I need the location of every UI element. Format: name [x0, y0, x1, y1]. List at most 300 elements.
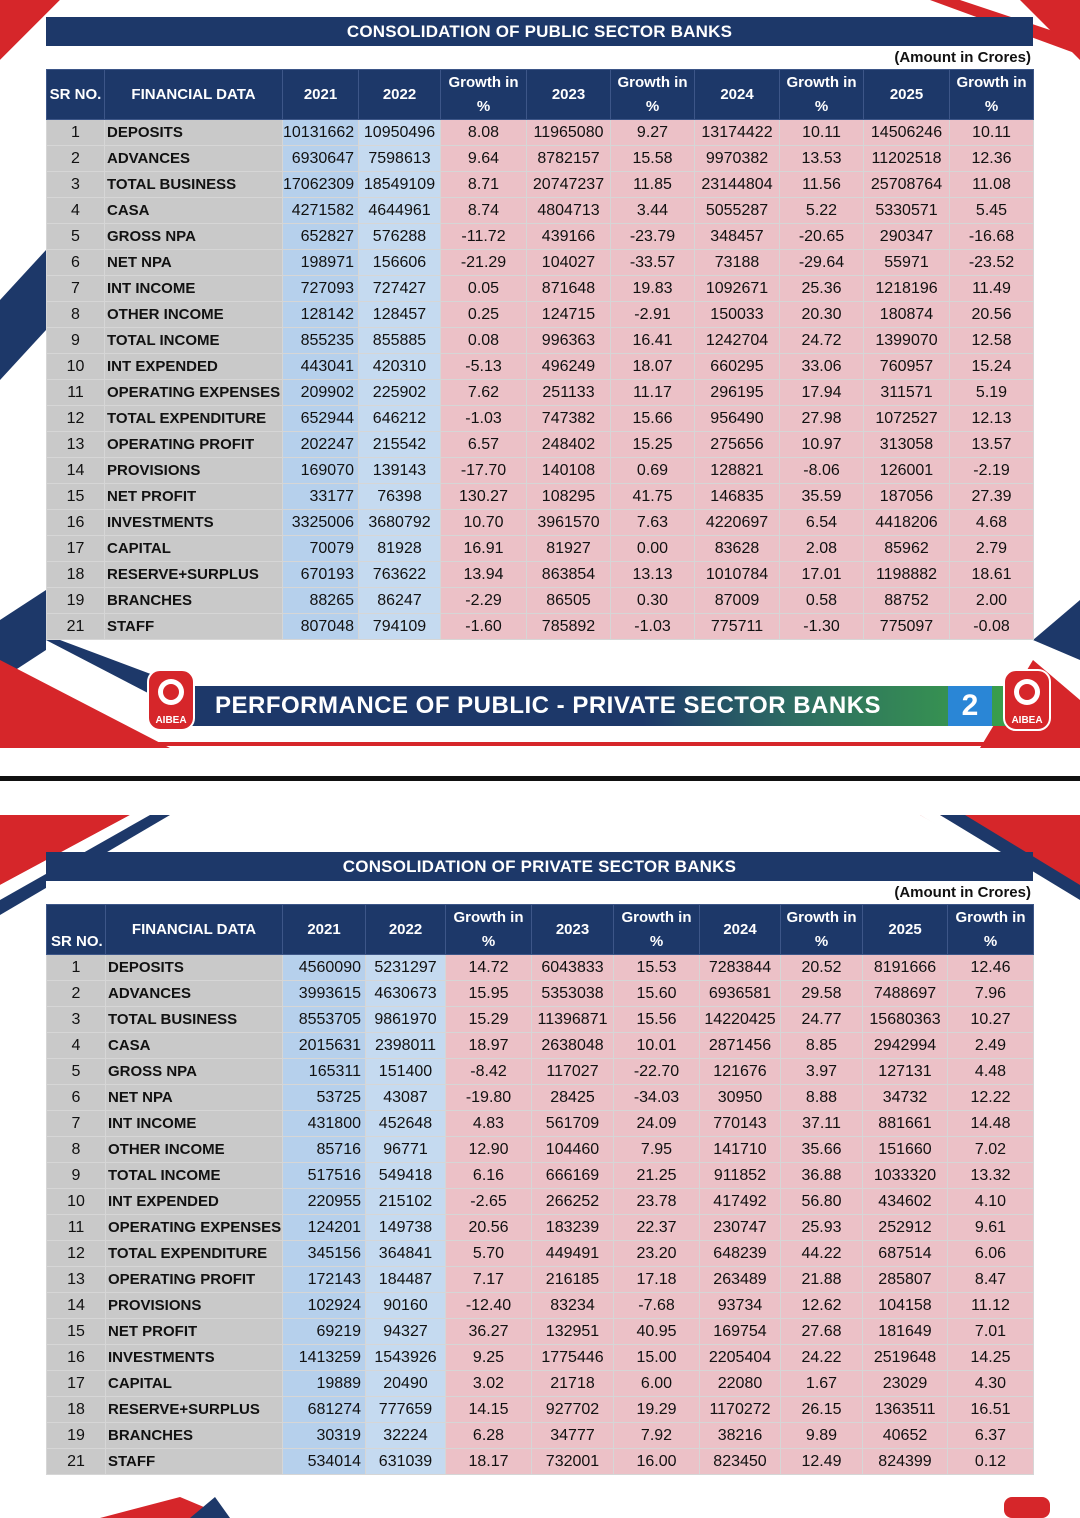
- growth-2025-cell: 4.48: [948, 1059, 1034, 1085]
- growth-2023-cell: 9.27: [611, 120, 695, 146]
- sr-no-cell: 13: [47, 432, 105, 458]
- growth-2023-cell: 11.85: [611, 172, 695, 198]
- financial-item-cell: NET PROFIT: [105, 484, 283, 510]
- table-row: [47, 562, 1034, 588]
- value-2025-cell: 290347: [864, 224, 950, 250]
- growth-2024-cell: 25.93: [781, 1215, 863, 1241]
- public-table-container: [46, 17, 1033, 640]
- sr-no-cell: 6: [47, 1085, 106, 1111]
- table-row: [47, 328, 1034, 354]
- value-2023-cell: 104027: [527, 250, 611, 276]
- growth-2023-cell: 23.78: [614, 1189, 700, 1215]
- value-2023-cell: 496249: [527, 354, 611, 380]
- value-2023-cell: 216185: [532, 1267, 614, 1293]
- growth-2023-cell: 21.25: [614, 1163, 700, 1189]
- value-2025-cell: 881661: [863, 1111, 948, 1137]
- sr-no-cell: 11: [47, 1215, 106, 1241]
- value-2021-cell: 4560090: [283, 955, 366, 981]
- header-growth-label: Growth in: [955, 908, 1026, 926]
- value-2022-cell: 151400: [366, 1059, 446, 1085]
- sr-no-cell: 9: [47, 1163, 106, 1189]
- header-growth: [446, 905, 532, 955]
- value-2025-cell: 2519648: [863, 1345, 948, 1371]
- growth-2024-cell: 1.67: [781, 1371, 863, 1397]
- value-2025-cell: 23029: [863, 1371, 948, 1397]
- growth-2025-cell: 4.68: [950, 510, 1034, 536]
- growth-2025-cell: 4.10: [948, 1189, 1034, 1215]
- header-growth-pct: %: [983, 932, 998, 950]
- value-2021-cell: 345156: [283, 1241, 366, 1267]
- value-2022-cell: 855885: [359, 328, 441, 354]
- growth-2024-cell: 35.66: [781, 1137, 863, 1163]
- growth-2022-cell: 13.94: [441, 562, 527, 588]
- private-table-container: [46, 852, 1033, 1475]
- value-2025-cell: 1218196: [864, 276, 950, 302]
- sr-no-cell: 15: [47, 1319, 106, 1345]
- growth-2022-cell: 9.64: [441, 146, 527, 172]
- header-2022: 2022: [366, 905, 446, 955]
- value-2023-cell: 996363: [527, 328, 611, 354]
- value-2023-cell: 561709: [532, 1111, 614, 1137]
- financial-item-cell: INT EXPENDED: [106, 1189, 283, 1215]
- value-2025-cell: 180874: [864, 302, 950, 328]
- header-growth-pct: %: [814, 932, 829, 950]
- growth-2022-cell: -17.70: [441, 458, 527, 484]
- growth-2022-cell: 18.97: [446, 1033, 532, 1059]
- value-2023-cell: 1775446: [532, 1345, 614, 1371]
- financial-item-cell: DEPOSITS: [106, 955, 283, 981]
- table-row: [47, 198, 1034, 224]
- value-2023-cell: 8782157: [527, 146, 611, 172]
- value-2025-cell: 687514: [863, 1241, 948, 1267]
- financial-item-cell: TOTAL EXPENDITURE: [106, 1241, 283, 1267]
- value-2022-cell: 7598613: [359, 146, 441, 172]
- growth-2024-cell: 10.11: [780, 120, 864, 146]
- public-sector-table: [46, 69, 1034, 640]
- value-2021-cell: 855235: [283, 328, 359, 354]
- growth-2023-cell: 15.58: [611, 146, 695, 172]
- value-2022-cell: 43087: [366, 1085, 446, 1111]
- value-2023-cell: 132951: [532, 1319, 614, 1345]
- value-2025-cell: 760957: [864, 354, 950, 380]
- table-row: [47, 250, 1034, 276]
- value-2024-cell: 660295: [695, 354, 780, 380]
- value-2022-cell: 215542: [359, 432, 441, 458]
- growth-2023-cell: -33.57: [611, 250, 695, 276]
- table-row: [47, 981, 1034, 1007]
- value-2023-cell: 449491: [532, 1241, 614, 1267]
- value-2025-cell: 151660: [863, 1137, 948, 1163]
- financial-item-cell: NET NPA: [105, 250, 283, 276]
- table-row: [47, 302, 1034, 328]
- growth-2024-cell: 37.11: [781, 1111, 863, 1137]
- value-2023-cell: 927702: [532, 1397, 614, 1423]
- value-2025-cell: 4418206: [864, 510, 950, 536]
- growth-2024-cell: -29.64: [780, 250, 864, 276]
- growth-2025-cell: 7.01: [948, 1319, 1034, 1345]
- sr-no-cell: 7: [47, 1111, 106, 1137]
- growth-2024-cell: 24.77: [781, 1007, 863, 1033]
- growth-2023-cell: 16.00: [614, 1449, 700, 1475]
- table-row: [47, 276, 1034, 302]
- value-2024-cell: 30950: [700, 1085, 781, 1111]
- value-2024-cell: 141710: [700, 1137, 781, 1163]
- value-2024-cell: 956490: [695, 406, 780, 432]
- header-growth-pct: %: [481, 932, 496, 950]
- value-2021-cell: 202247: [283, 432, 359, 458]
- value-2025-cell: 434602: [863, 1189, 948, 1215]
- growth-2025-cell: 20.56: [950, 302, 1034, 328]
- growth-2022-cell: -12.40: [446, 1293, 532, 1319]
- growth-2024-cell: 12.49: [781, 1449, 863, 1475]
- public-table-title: CONSOLIDATION OF PUBLIC SECTOR BANKS: [46, 17, 1033, 46]
- value-2025-cell: 34732: [863, 1085, 948, 1111]
- value-2021-cell: 88265: [283, 588, 359, 614]
- growth-2022-cell: 8.71: [441, 172, 527, 198]
- growth-2025-cell: 6.37: [948, 1423, 1034, 1449]
- financial-item-cell: ADVANCES: [106, 981, 283, 1007]
- growth-2022-cell: 10.70: [441, 510, 527, 536]
- value-2023-cell: 117027: [532, 1059, 614, 1085]
- value-2025-cell: 104158: [863, 1293, 948, 1319]
- growth-2023-cell: 18.07: [611, 354, 695, 380]
- header-growth: [950, 70, 1034, 120]
- value-2022-cell: 646212: [359, 406, 441, 432]
- sr-no-cell: 21: [47, 614, 105, 640]
- sr-no-cell: 15: [47, 484, 105, 510]
- value-2021-cell: 807048: [283, 614, 359, 640]
- value-2024-cell: 83628: [695, 536, 780, 562]
- header-growth-pct: %: [476, 97, 491, 115]
- value-2023-cell: 34777: [532, 1423, 614, 1449]
- sr-no-cell: 6: [47, 250, 105, 276]
- header-growth-pct: %: [814, 97, 829, 115]
- value-2023-cell: 81927: [527, 536, 611, 562]
- sr-no-cell: 8: [47, 302, 105, 328]
- growth-2024-cell: 27.68: [781, 1319, 863, 1345]
- value-2023-cell: 251133: [527, 380, 611, 406]
- footer-title: PERFORMANCE OF PUBLIC - PRIVATE SECTOR BANKS: [215, 692, 882, 719]
- value-2024-cell: 2871456: [700, 1033, 781, 1059]
- growth-2025-cell: 14.25: [948, 1345, 1034, 1371]
- growth-2022-cell: 15.95: [446, 981, 532, 1007]
- growth-2025-cell: 12.22: [948, 1085, 1034, 1111]
- value-2021-cell: 53725: [283, 1085, 366, 1111]
- growth-2025-cell: 13.32: [948, 1163, 1034, 1189]
- header-growth: [614, 905, 700, 955]
- value-2025-cell: 181649: [863, 1319, 948, 1345]
- value-2025-cell: 285807: [863, 1267, 948, 1293]
- header-2021: 2021: [283, 70, 359, 120]
- growth-2024-cell: 20.30: [780, 302, 864, 328]
- value-2022-cell: 549418: [366, 1163, 446, 1189]
- value-2024-cell: 1242704: [695, 328, 780, 354]
- growth-2023-cell: 17.18: [614, 1267, 700, 1293]
- value-2022-cell: 18549109: [359, 172, 441, 198]
- value-2021-cell: 169070: [283, 458, 359, 484]
- value-2023-cell: 83234: [532, 1293, 614, 1319]
- value-2023-cell: 6043833: [532, 955, 614, 981]
- value-2024-cell: 775711: [695, 614, 780, 640]
- growth-2023-cell: 19.29: [614, 1397, 700, 1423]
- growth-2025-cell: 4.30: [948, 1371, 1034, 1397]
- value-2025-cell: 2942994: [863, 1033, 948, 1059]
- growth-2022-cell: 7.62: [441, 380, 527, 406]
- growth-2024-cell: 2.08: [780, 536, 864, 562]
- growth-2025-cell: 15.24: [950, 354, 1034, 380]
- growth-2023-cell: -2.91: [611, 302, 695, 328]
- value-2022-cell: 156606: [359, 250, 441, 276]
- sr-no-cell: 18: [47, 1397, 106, 1423]
- growth-2024-cell: 56.80: [781, 1189, 863, 1215]
- sr-no-cell: 1: [47, 955, 106, 981]
- growth-2024-cell: 27.98: [780, 406, 864, 432]
- value-2024-cell: 770143: [700, 1111, 781, 1137]
- header-growth-label: Growth in: [956, 73, 1027, 91]
- header-growth-label: Growth in: [786, 908, 857, 926]
- value-2024-cell: 263489: [700, 1267, 781, 1293]
- financial-item-cell: TOTAL BUSINESS: [105, 172, 283, 198]
- value-2024-cell: 169754: [700, 1319, 781, 1345]
- value-2023-cell: 2638048: [532, 1033, 614, 1059]
- value-2022-cell: 364841: [366, 1241, 446, 1267]
- growth-2022-cell: 8.74: [441, 198, 527, 224]
- value-2021-cell: 2015631: [283, 1033, 366, 1059]
- table-row: [47, 146, 1034, 172]
- growth-2023-cell: -7.68: [614, 1293, 700, 1319]
- footer-banner: [180, 686, 1020, 726]
- growth-2023-cell: 6.00: [614, 1371, 700, 1397]
- value-2024-cell: 38216: [700, 1423, 781, 1449]
- value-2021-cell: 6930647: [283, 146, 359, 172]
- growth-2024-cell: 17.01: [780, 562, 864, 588]
- header-2021: 2021: [283, 905, 366, 955]
- financial-item-cell: STAFF: [105, 614, 283, 640]
- value-2023-cell: 248402: [527, 432, 611, 458]
- growth-2024-cell: 10.97: [780, 432, 864, 458]
- value-2024-cell: 22080: [700, 1371, 781, 1397]
- growth-2024-cell: 11.56: [780, 172, 864, 198]
- growth-2022-cell: 18.17: [446, 1449, 532, 1475]
- growth-2023-cell: 7.92: [614, 1423, 700, 1449]
- growth-2023-cell: 15.53: [614, 955, 700, 981]
- value-2021-cell: 85716: [283, 1137, 366, 1163]
- growth-2025-cell: -0.08: [950, 614, 1034, 640]
- growth-2022-cell: -21.29: [441, 250, 527, 276]
- growth-2024-cell: 6.54: [780, 510, 864, 536]
- value-2024-cell: 4220697: [695, 510, 780, 536]
- value-2022-cell: 420310: [359, 354, 441, 380]
- growth-2022-cell: -19.80: [446, 1085, 532, 1111]
- growth-2024-cell: 12.62: [781, 1293, 863, 1319]
- table-row: [47, 1423, 1034, 1449]
- value-2023-cell: 871648: [527, 276, 611, 302]
- value-2022-cell: 96771: [366, 1137, 446, 1163]
- sr-no-cell: 14: [47, 1293, 106, 1319]
- value-2022-cell: 777659: [366, 1397, 446, 1423]
- sr-no-cell: 7: [47, 276, 105, 302]
- financial-item-cell: CAPITAL: [105, 536, 283, 562]
- growth-2024-cell: 35.59: [780, 484, 864, 510]
- page-footer: [140, 674, 1056, 740]
- value-2025-cell: 8191666: [863, 955, 948, 981]
- header-growth-label: Growth in: [453, 908, 524, 926]
- value-2022-cell: 149738: [366, 1215, 446, 1241]
- growth-2025-cell: 10.11: [950, 120, 1034, 146]
- value-2023-cell: 140108: [527, 458, 611, 484]
- value-2023-cell: 439166: [527, 224, 611, 250]
- public-table-body: [47, 120, 1034, 640]
- growth-2022-cell: 14.72: [446, 955, 532, 981]
- header-growth: [441, 70, 527, 120]
- table-row: [47, 1449, 1034, 1475]
- financial-item-cell: STAFF: [106, 1449, 283, 1475]
- value-2023-cell: 20747237: [527, 172, 611, 198]
- growth-2023-cell: 10.01: [614, 1033, 700, 1059]
- table-row: [47, 1397, 1034, 1423]
- growth-2024-cell: 25.36: [780, 276, 864, 302]
- growth-2025-cell: 5.45: [950, 198, 1034, 224]
- sr-no-cell: 12: [47, 406, 105, 432]
- financial-item-cell: INT INCOME: [106, 1111, 283, 1137]
- growth-2024-cell: -8.06: [780, 458, 864, 484]
- growth-2022-cell: -11.72: [441, 224, 527, 250]
- private-amount-note: (Amount in Crores): [46, 881, 1033, 904]
- table-row: [47, 172, 1034, 198]
- growth-2025-cell: 13.57: [950, 432, 1034, 458]
- value-2021-cell: 165311: [283, 1059, 366, 1085]
- sr-no-cell: 16: [47, 510, 105, 536]
- sr-no-cell: 3: [47, 1007, 106, 1033]
- financial-item-cell: OPERATING EXPENSES: [105, 380, 283, 406]
- growth-2024-cell: 21.88: [781, 1267, 863, 1293]
- growth-2023-cell: 15.66: [611, 406, 695, 432]
- value-2022-cell: 184487: [366, 1267, 446, 1293]
- value-2023-cell: 21718: [532, 1371, 614, 1397]
- value-2021-cell: 3993615: [283, 981, 366, 1007]
- growth-2025-cell: 12.36: [950, 146, 1034, 172]
- value-2021-cell: 17062309: [283, 172, 359, 198]
- growth-2023-cell: 15.25: [611, 432, 695, 458]
- value-2022-cell: 576288: [359, 224, 441, 250]
- sr-no-cell: 5: [47, 1059, 106, 1085]
- header-growth-pct: %: [649, 932, 664, 950]
- table-row: [47, 1137, 1034, 1163]
- sr-no-cell: 3: [47, 172, 105, 198]
- financial-item-cell: TOTAL INCOME: [105, 328, 283, 354]
- value-2022-cell: 452648: [366, 1111, 446, 1137]
- value-2023-cell: 666169: [532, 1163, 614, 1189]
- value-2023-cell: 108295: [527, 484, 611, 510]
- growth-2023-cell: 22.37: [614, 1215, 700, 1241]
- growth-2025-cell: 2.00: [950, 588, 1034, 614]
- value-2022-cell: 631039: [366, 1449, 446, 1475]
- growth-2023-cell: -23.79: [611, 224, 695, 250]
- value-2024-cell: 5055287: [695, 198, 780, 224]
- growth-2022-cell: 4.83: [446, 1111, 532, 1137]
- value-2024-cell: 296195: [695, 380, 780, 406]
- value-2022-cell: 20490: [366, 1371, 446, 1397]
- sr-no-cell: 10: [47, 354, 105, 380]
- value-2024-cell: 417492: [700, 1189, 781, 1215]
- value-2022-cell: 94327: [366, 1319, 446, 1345]
- sr-no-cell: 21: [47, 1449, 106, 1475]
- header-sr-no-label: SR NO.: [51, 933, 103, 950]
- header-2024: 2024: [700, 905, 781, 955]
- growth-2023-cell: 40.95: [614, 1319, 700, 1345]
- sr-no-cell: 10: [47, 1189, 106, 1215]
- value-2025-cell: 88752: [864, 588, 950, 614]
- growth-2022-cell: 36.27: [446, 1319, 532, 1345]
- table-row: [47, 1241, 1034, 1267]
- value-2021-cell: 70079: [283, 536, 359, 562]
- value-2025-cell: 5330571: [864, 198, 950, 224]
- growth-2024-cell: 13.53: [780, 146, 864, 172]
- financial-item-cell: OTHER INCOME: [105, 302, 283, 328]
- value-2021-cell: 727093: [283, 276, 359, 302]
- growth-2023-cell: 15.60: [614, 981, 700, 1007]
- value-2024-cell: 7283844: [700, 955, 781, 981]
- financial-item-cell: CASA: [105, 198, 283, 224]
- sr-no-cell: 13: [47, 1267, 106, 1293]
- sr-no-cell: 16: [47, 1345, 106, 1371]
- table-row: [47, 354, 1034, 380]
- growth-2024-cell: 24.22: [781, 1345, 863, 1371]
- growth-2023-cell: 7.63: [611, 510, 695, 536]
- value-2022-cell: 9861970: [366, 1007, 446, 1033]
- value-2022-cell: 727427: [359, 276, 441, 302]
- value-2025-cell: 7488697: [863, 981, 948, 1007]
- value-2022-cell: 3680792: [359, 510, 441, 536]
- growth-2025-cell: 14.48: [948, 1111, 1034, 1137]
- value-2024-cell: 13174422: [695, 120, 780, 146]
- value-2022-cell: 10950496: [359, 120, 441, 146]
- growth-2022-cell: 14.15: [446, 1397, 532, 1423]
- table-row: [47, 1189, 1034, 1215]
- value-2023-cell: 28425: [532, 1085, 614, 1111]
- table-row: [47, 1085, 1034, 1111]
- value-2023-cell: 86505: [527, 588, 611, 614]
- value-2022-cell: 2398011: [366, 1033, 446, 1059]
- growth-2023-cell: 19.83: [611, 276, 695, 302]
- value-2021-cell: 517516: [283, 1163, 366, 1189]
- growth-2023-cell: 0.00: [611, 536, 695, 562]
- growth-2022-cell: 0.05: [441, 276, 527, 302]
- value-2021-cell: 220955: [283, 1189, 366, 1215]
- table-row: [47, 1371, 1034, 1397]
- growth-2022-cell: 5.70: [446, 1241, 532, 1267]
- financial-item-cell: TOTAL BUSINESS: [106, 1007, 283, 1033]
- sr-no-cell: 2: [47, 981, 106, 1007]
- value-2025-cell: 187056: [864, 484, 950, 510]
- growth-2022-cell: 8.08: [441, 120, 527, 146]
- growth-2024-cell: 17.94: [780, 380, 864, 406]
- financial-item-cell: TOTAL EXPENDITURE: [105, 406, 283, 432]
- private-table-title: CONSOLIDATION OF PRIVATE SECTOR BANKS: [46, 852, 1033, 881]
- growth-2025-cell: -23.52: [950, 250, 1034, 276]
- value-2025-cell: 15680363: [863, 1007, 948, 1033]
- growth-2023-cell: 0.30: [611, 588, 695, 614]
- value-2022-cell: 128457: [359, 302, 441, 328]
- sr-no-cell: 17: [47, 1371, 106, 1397]
- growth-2023-cell: -22.70: [614, 1059, 700, 1085]
- value-2024-cell: 87009: [695, 588, 780, 614]
- header-growth: [780, 70, 864, 120]
- page-divider: [0, 776, 1080, 781]
- financial-item-cell: BRANCHES: [106, 1423, 283, 1449]
- growth-2022-cell: 16.91: [441, 536, 527, 562]
- growth-2023-cell: 23.20: [614, 1241, 700, 1267]
